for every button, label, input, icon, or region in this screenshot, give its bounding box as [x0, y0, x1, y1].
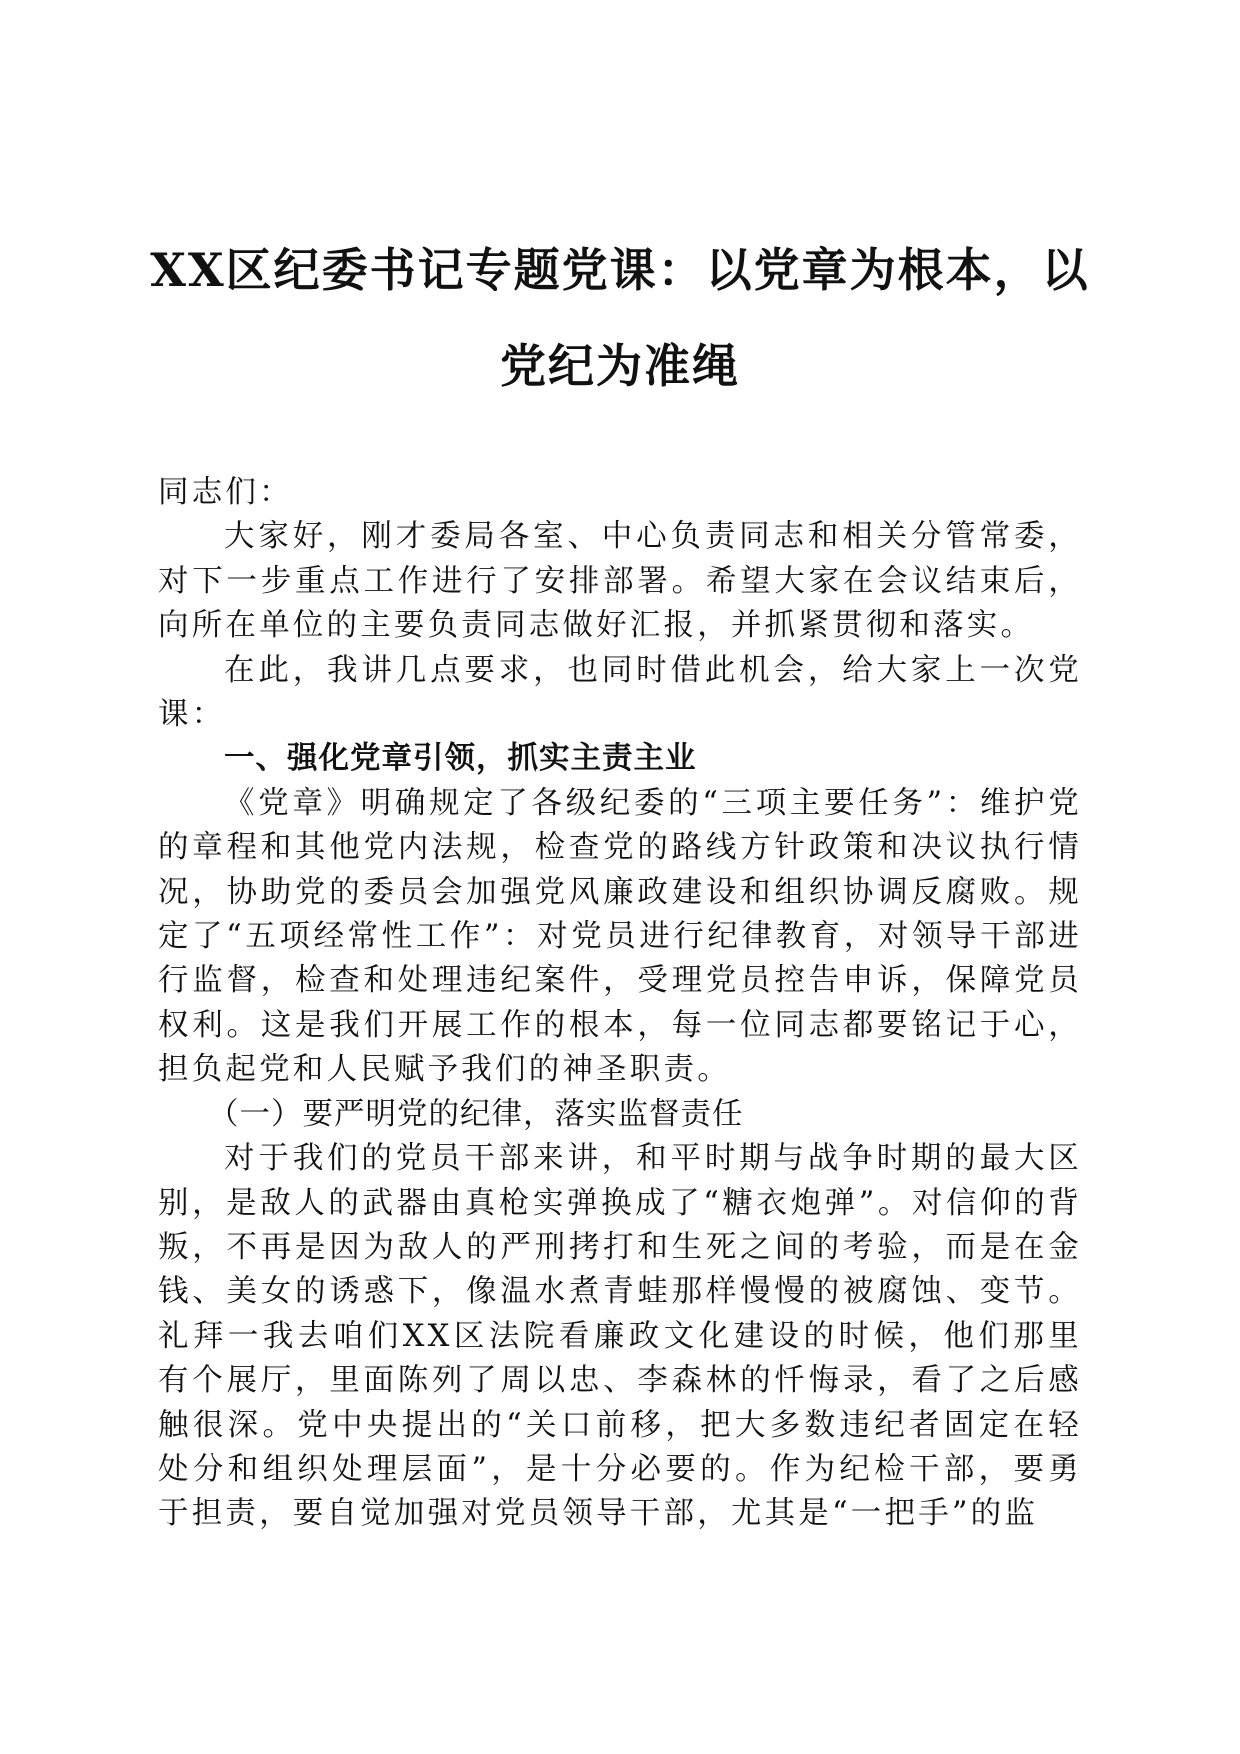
intro-paragraph-1: 大家好，刚才委局各室、中心负责同志和相关分管常委，对下一步重点工作进行了安排部署。希望大家在会议结束后，向所在单位的主要负责同志做好汇报，并抓紧贯彻和落实。 — [158, 519, 1082, 644]
section-1-heading: 一、强化党章引领，抓实主责主业 — [224, 741, 697, 777]
intro-paragraph-2: 在此，我讲几点要求，也同时借此机会，给大家上一次党课： — [158, 652, 1082, 733]
subsection-1-heading: （一）要严明党的纪律，落实监督责任 — [208, 1096, 744, 1132]
section-1-paragraph: 《党章》明确规定了各级纪委的“三项主要任务”：维护党的章程和其他党内法规，检查党的路线方针政策和决议执行情况，协助党的委员会加强党风廉政建设和组织协调反腐败。规定了“五项经常性工作”：对党员进行纪律教育，对领导干部进行监督，检查和处理违纪案件，受理党员控告申诉，保障党员权利。这是我们开展工作的根本，每一位同志都要铭记于心，担负起党和人民赋予我们的神圣职责。 — [158, 785, 1082, 1088]
document-title — [150, 222, 1090, 414]
subsection-1-paragraph: 对于我们的党员干部来讲，和平时期与战争时期的最大区别，是敌人的武器由真枪实弹换成了“糖衣炮弹”。对信仰的背叛，不再是因为敌人的严刑拷打和生死之间的考验，而是在金钱、美女的诱惑下，像温水煮青蛙那样慢慢的被腐蚀、变节。礼拜一我去咱们XX区法院看廉政文化建设的时候，他们那里有个展厅，里面陈列了周以忠、李森林的忏悔录，看了之后感触很深。党中央提出的“关口前移，把大多数违纪者固定在轻处分和组织处理层面”，是十分必要的。作为纪检干部，要勇于担责，要自觉加强对党员领导干部，尤其是“一把手”的监 — [158, 1141, 1082, 1532]
document-body — [158, 471, 1082, 1537]
title-line-2: 党纪为准绳 — [500, 339, 740, 393]
salutation: 同志们： — [158, 475, 293, 510]
title-line-1: XX区纪委书记专题党课：以党章为根本，以 — [150, 243, 1090, 297]
